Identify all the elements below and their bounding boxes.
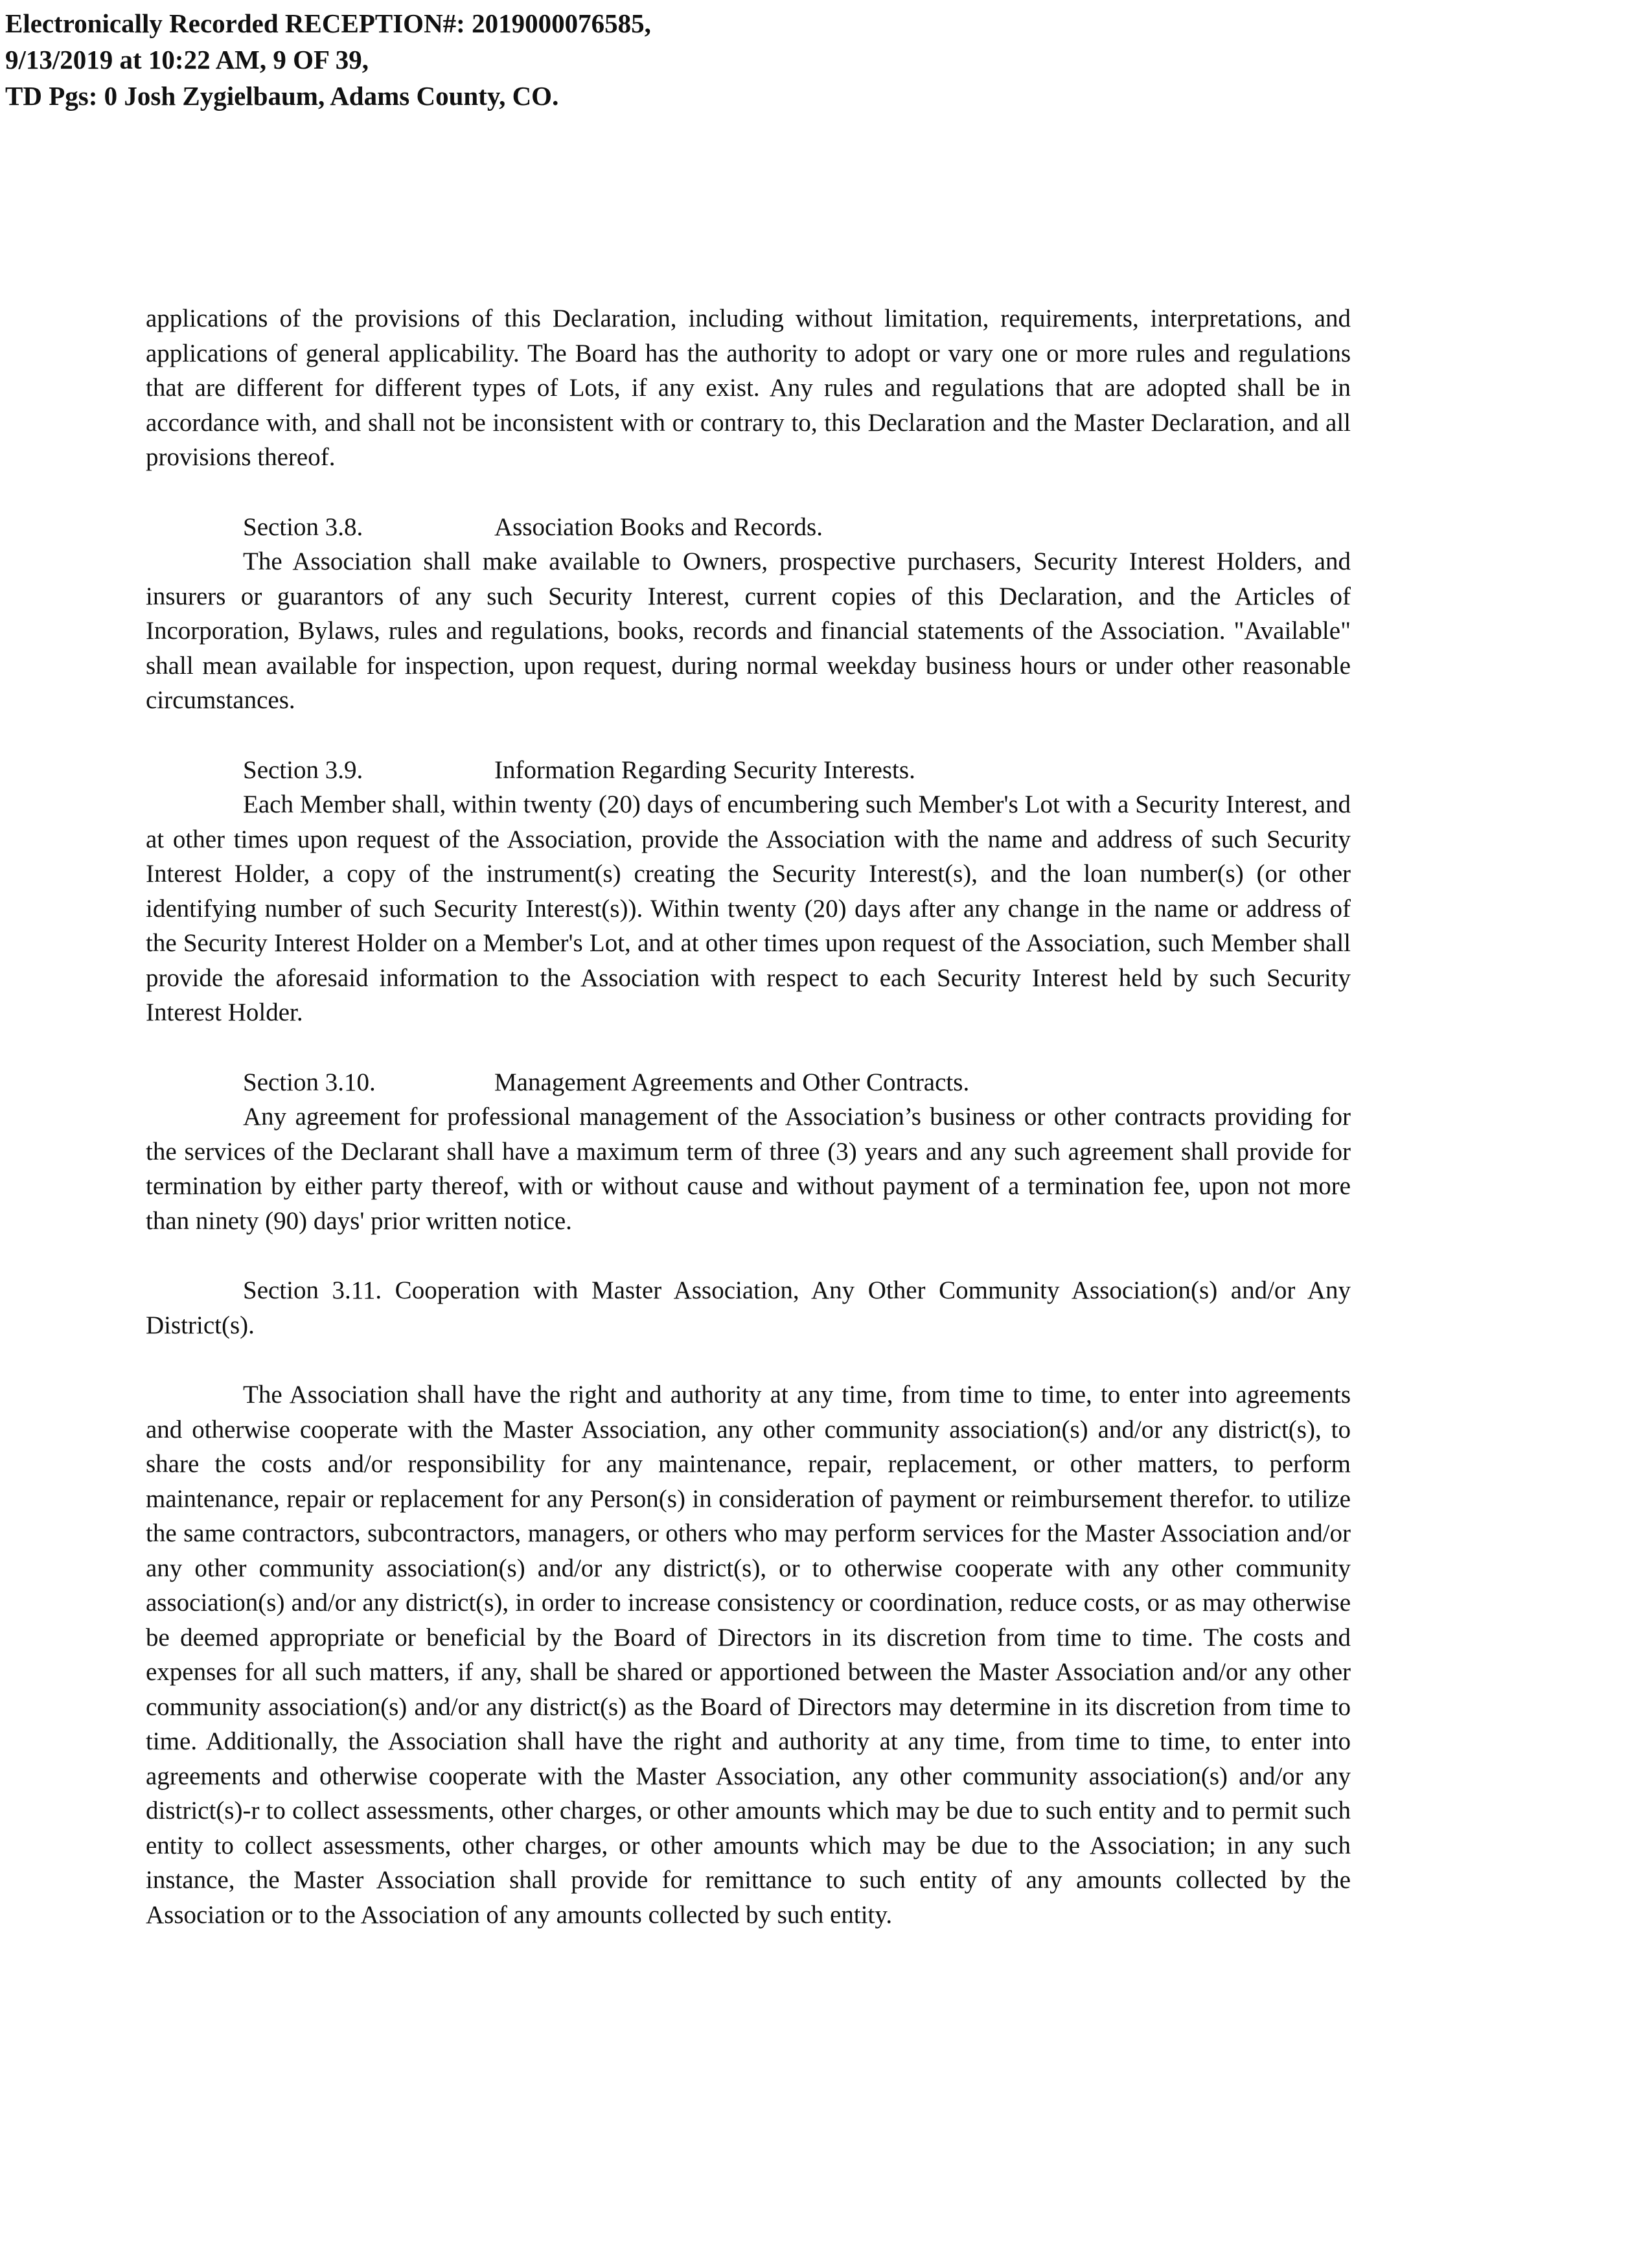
continuation-paragraph: applications of the provisions of this Declaration, including without limitation, requirements, interpretations, and applications of general applicability. The Board has the authority to adopt or vary one or more rules and regulations that are different for different types of Lots, if any exist. Any rules and regulations that are adopted shall be in accordance with, and shall not be inconsistent with or contrary to, this Declaration and the Master Declaration, and all provisions thereof. [146,305,1351,471]
section-3-11 [146,1273,1351,1932]
section-body: Each Member shall, within twenty (20) days of encumbering such Member's Lot with a Security Interest, and at other times upon request of the Association, provide the Association with the name and address of such Security Interest Holder, a copy of the instrument(s) creating the Security Interest(s), and the loan number(s) (or other identifying number of such Security Interest(s)). Within twenty (20) days after any change in the name or address of the Security Interest Holder on a Member's Lot, and at other times upon request of the Association, such Member shall provide the aforesaid information to the Association with respect to each Security Interest held by such Security Interest Holder. [146,790,1351,1026]
section-heading: Section 3.11. Cooperation with Master Association, Any Other Community Association(s) and/or Any District(s). [146,1276,1351,1339]
section-heading [146,1065,1351,1100]
section-body: Any agreement for professional management of the Association’s business or other contracts providing for the services of the Declarant shall have a maximum term of three (3) years and any such agreement shall provide for termination by either party thereof, with or without cause and without payment of a termination fee, upon not more than ninety (90) days' prior written notice. [146,1103,1351,1235]
section-3-10 [146,1065,1351,1239]
section-number: Section 3.9. [243,755,363,784]
section-body: The Association shall make available to Owners, prospective purchasers, Security Interest Holders, and insurers or guarantors of any such Security Interest, current copies of this Declaration, and the Articles of Incorporation, Bylaws, rules and regulations, books, records and financial statements of the Association. "Available" shall mean available for inspection, upon request, during normal weekday business hours or under other reasonable circumstances. [146,547,1351,714]
section-heading [146,510,1351,545]
section-title: Information Regarding Security Interests. [494,755,915,784]
section-number: Section 3.10. [243,1068,376,1096]
document-body [146,301,1351,1932]
recording-stamp-header [5,5,847,114]
section-3-8 [146,510,1351,718]
section-title: Association Books and Records. [494,512,823,541]
section-3-9 [146,753,1351,1030]
section-heading [146,753,1351,788]
recording-date-line: 9/13/2019 at 10:22 AM, 9 OF 39, [5,45,369,75]
recording-reception-line: Electronically Recorded RECEPTION#: 2019000076585, [5,8,651,38]
recording-clerk-line: TD Pgs: 0 Josh Zygielbaum, Adams County, CO. [5,81,559,111]
section-body: The Association shall have the right and authority at any time, from time to time, to enter into agreements and otherwise cooperate with the Master Association, any other community association(s) and/or any district(s), to share the costs and/or responsibility for any maintenance, repair, replacement, or other matters, to perform maintenance, repair or replacement for any Person(s) in consideration of payment or reimbursement therefor. to utilize the same contractors, subcontractors, managers, or others who may perform services for the Master Association and/or any other community association(s) and/or any district(s), or to otherwise cooperate with any other community association(s) and/or any district(s), in order to increase consistency or coordination, reduce costs, or as may otherwise be deemed appropriate or beneficial by the Board of Directors in its discretion from time to time. The costs and expenses for all such matters, if any, shall be shared or apportioned between the Master Association and/or any other community association(s) and/or any district(s) as the Board of Directors may determine in its discretion from time to time. Additionally, the Association shall have the right and authority at any time, from time to time, to enter into agreements and otherwise cooperate with the Master Association, any other community association(s) and/or any district(s)-r to collect assessments, other charges, or other amounts which may be due to such entity and to permit such entity to collect assessments, other charges, or other amounts which may be due to the Association; in any such instance, the Master Association shall provide for remittance to such entity of any amounts collected by the Association or to the Association of any amounts collected by such entity. [146,1381,1351,1929]
section-title: Management Agreements and Other Contracts. [494,1068,970,1096]
section-number: Section 3.8. [243,512,363,541]
